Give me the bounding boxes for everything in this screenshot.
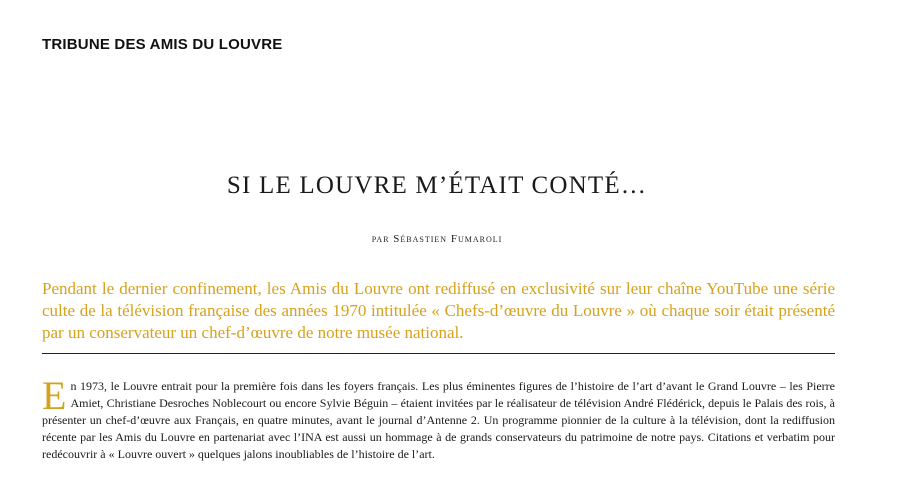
author-name: Sébastien Fumaroli: [393, 233, 503, 245]
section-label: TRIBUNE DES AMIS DU LOUVRE: [42, 36, 283, 53]
article-title: SI LE LOUVRE M’ÉTAIT CONTÉ…: [226, 172, 648, 199]
body-text: [42, 373, 835, 463]
standfirst: Pendant le dernier confinement, les Amis du Louvre ont rediffusé en exclusivité sur leur chaîne YouTube une série culte de la télévision française des années 1970 intitulée « Chefs-d’œuvre du Louvre » où chaque soir était présenté par un conservateur un chef-d’œuvre de notre musée national.: [42, 279, 835, 342]
drop-cap: E: [42, 373, 67, 418]
byline-prefix: par: [371, 233, 390, 245]
byline: [0, 233, 874, 245]
body-paragraph: n 1973, le Louvre entrait pour la première fois dans les foyers français. Les plus éminentes figures de l’histoire de l’art d’avant le Grand Louvre – les Pierre Amiet, Christiane Desroches Noblecourt ou encore Sylvie Béguin – étaient invitées par le réalisateur de télévision André Flédérick, depuis le Palais des rois, à présenter un chef-d’œuvre aux Français, en quatre minutes, avant le journal d’Antenne 2. Un programme pionnier de la culture à la télévision, dont la rediffusion récente par les Amis du Louvre en partenariat avec l’INA est aussi un hommage à de grands conservateurs du patrimoine de notre pays. Citations et verbatim pour redécouvrir à « Louvre ouvert » quelques jalons inoubliables de l’histoire de l’art.: [42, 379, 835, 461]
divider: [42, 353, 835, 354]
